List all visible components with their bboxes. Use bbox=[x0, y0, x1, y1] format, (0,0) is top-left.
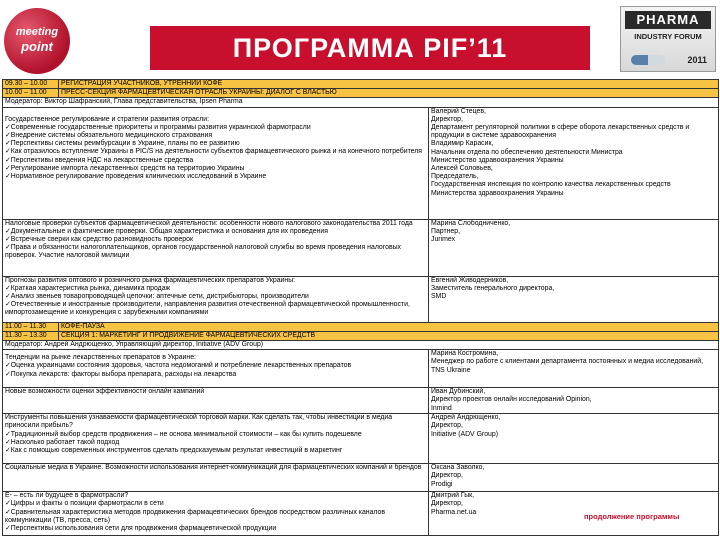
table-row bbox=[3, 89, 719, 98]
speaker-line: Министерство здравоохранения Украины bbox=[431, 156, 564, 164]
speaker-line: Алексей Соловьев, bbox=[431, 165, 493, 173]
topic-line: Налоговые проверки субъектов фармацевтической деятельности: особенности нового налогового законодательства 2011 года bbox=[5, 219, 413, 227]
topic-line: ✓Нормативное регулирование проведения клинических исследований в Украине bbox=[5, 173, 267, 181]
header bbox=[0, 0, 720, 80]
topic-line: ✓Сравнительная характеристика методов продвижения фармацевтических брендов посредством различных каналов коммуникации (ТВ, пресса, сеть) bbox=[5, 508, 385, 524]
topic-cell bbox=[3, 414, 429, 464]
table-row bbox=[3, 414, 719, 464]
meeting-point-logo bbox=[4, 8, 70, 74]
speaker-line: Марина Слободниченко, bbox=[431, 219, 511, 227]
topic-line: ✓Краткая характеристика рынка, динамика продаж bbox=[5, 284, 171, 292]
table-row bbox=[3, 341, 719, 350]
topic-cell bbox=[3, 464, 429, 492]
speaker-cell bbox=[429, 464, 719, 492]
topic-line: Инструменты повышения узнаваемости фармацевтической торговой марки. Как сделать так, чтобы инвестиции в медиа приносили прибыль? bbox=[5, 414, 393, 430]
table-row bbox=[3, 322, 719, 331]
table-row bbox=[3, 276, 719, 322]
speaker-line: Prodigi bbox=[431, 480, 453, 488]
pharma-logo-word: PHARMA bbox=[625, 11, 711, 29]
topic-line: ✓Перспективы введения НДС на лекарственные средства bbox=[5, 156, 194, 164]
speaker-line: Иван Дубинский, bbox=[431, 388, 486, 396]
pill-icon bbox=[631, 55, 665, 65]
speaker-line: Начальник отдела по обеспечению деятельности Министра bbox=[431, 148, 623, 156]
time-cell: 09.30 – 10.00 bbox=[3, 80, 59, 89]
speaker-line: SMD bbox=[431, 293, 447, 301]
topic-line: Прогнозы развития оптового и розничного рынка фармацевтических препаратов Украины: bbox=[5, 276, 296, 284]
speaker-line: Директор, bbox=[431, 472, 463, 480]
speaker-line: Директор, bbox=[431, 422, 463, 430]
pharma-industry-forum-logo bbox=[620, 6, 716, 72]
speaker-line: Директор, bbox=[431, 500, 463, 508]
time-cell: 11.00 – 11.30 bbox=[3, 322, 59, 331]
topic-cell bbox=[3, 107, 429, 219]
speaker-line: Директор, bbox=[431, 115, 463, 123]
table-row bbox=[3, 464, 719, 492]
topic-cell bbox=[3, 492, 429, 536]
time-cell: 11.30 – 13.30 bbox=[3, 331, 59, 340]
topic-cell bbox=[3, 350, 429, 388]
topic-line: ✓Встречные сверки как средство разновидность проверок bbox=[5, 236, 193, 244]
pharma-logo-year: 2011 bbox=[687, 55, 707, 65]
topic-cell bbox=[3, 276, 429, 322]
topic-line: Государственное регулирование и стратегии развития отрасли: bbox=[5, 115, 210, 123]
time-cell: 10.00 – 11.00 bbox=[3, 89, 59, 98]
topic-line: E- – есть ли будущее в фармотрасли? bbox=[5, 492, 129, 500]
continue-program-link[interactable]: продолжение программы bbox=[584, 512, 680, 521]
logo-line-2: point bbox=[21, 39, 53, 54]
table-row bbox=[3, 388, 719, 414]
table-row bbox=[3, 98, 719, 107]
program-table bbox=[2, 79, 719, 536]
session-title: СЕКЦИЯ 1: МАРКЕТИНГ И ПРОДВИЖЕНИЕ ФАРМАЦЕВТИЧЕСКИХ СРЕДСТВ bbox=[59, 331, 719, 340]
topic-line: ✓Оценка украинцами состояния здоровья, частота недомоганий и потребление лекарственных препаратов bbox=[5, 362, 352, 370]
topic-line: ✓Как отразилось вступление Украины в PIC/S на деятельности субъектов фармацевтического рынка и на конечного потребителя bbox=[5, 148, 423, 156]
topic-line: ✓Документальные и фактические проверки. Общая характеристика и основания для их проведения bbox=[5, 227, 328, 235]
table-row bbox=[3, 107, 719, 219]
speaker-line: Pharma.net.ua bbox=[431, 508, 477, 516]
speaker-line: Initiative (ADV Group) bbox=[431, 430, 499, 438]
topic-line: ✓Перспективы использования сети для продвижения фармацевтической продукции bbox=[5, 525, 277, 533]
speaker-line: Марина Костромина, bbox=[431, 350, 499, 358]
topic-line: ✓Насколько работает такой подход bbox=[5, 438, 120, 446]
topic-line: ✓Права и обязанности налогоплательщиков, органов государственной налоговой службы во время проведения налоговых проверок. Участие налоговой милиции bbox=[5, 244, 401, 260]
speaker-cell bbox=[429, 276, 719, 322]
topic-line: ✓Покупка лекарств: факторы выбора препарата, расходы на лекарства bbox=[5, 370, 237, 378]
session-title: РЕГИСТРАЦИЯ УЧАСТНИКОВ, УТРЕННИЙ КОФЕ bbox=[59, 80, 719, 89]
speaker-line: Jurimex bbox=[431, 236, 456, 244]
speaker-line: Евгений Живодерников, bbox=[431, 276, 509, 284]
speaker-line: Менеджер по работе с клиентами департамента постоянных и медиа исследований, bbox=[431, 358, 704, 366]
table-row bbox=[3, 331, 719, 340]
speaker-line: Inmind bbox=[431, 404, 452, 412]
topic-line: ✓Современные государственные приоритеты и программы развития украинской фармотрасли bbox=[5, 123, 311, 131]
page-title: ПРОГРАММА PIF’11 bbox=[150, 26, 590, 70]
logo-line-1: meeting bbox=[15, 26, 59, 38]
speaker-cell bbox=[429, 350, 719, 388]
topic-line: ✓Традиционный выбор средств продвижения – не основа минимальной стоимости – как бы купить подешевле bbox=[5, 430, 362, 438]
topic-line: ✓Перспективы системы реимбурсации в Украине, планы по ее развитию bbox=[5, 140, 240, 148]
session-title: КОФЕ-ПАУЗА bbox=[59, 322, 719, 331]
topic-line: ✓Цифры и факты о позиции фармотрасли в сети bbox=[5, 500, 164, 508]
speaker-line: Оксана Заволко, bbox=[431, 464, 485, 472]
speaker-line: Валерий Стецев, bbox=[431, 107, 486, 115]
topic-line: ✓Отечественные и иностранные производители, направления развития отечественной фармацевтической промышленности, импортозамещение и конкуренция с зарубежными компаниями bbox=[5, 301, 410, 317]
speaker-line: Председатель, bbox=[431, 173, 479, 181]
speaker-line: Департамент регуляторной политики в сфере оборота лекарственных средств и продукции в системе здравоохранения bbox=[431, 124, 690, 140]
topic-cell bbox=[3, 388, 429, 414]
speaker-line: TNS Ukraine bbox=[431, 366, 471, 374]
speaker-line: Заместитель генерального директора, bbox=[431, 284, 555, 292]
speaker-cell bbox=[429, 388, 719, 414]
moderator-cell: Модератор: Виктор Шафранский, Глава представительства, Ipsen Pharma bbox=[3, 98, 719, 107]
pharma-logo-subtitle: INDUSTRY FORUM bbox=[634, 32, 702, 41]
table-row bbox=[3, 80, 719, 89]
speaker-line: Дмитрий Гык, bbox=[431, 492, 475, 500]
topic-line: ✓Как с помощью современных инструментов сделать предсказуемым результат инвестиций в маркетинг bbox=[5, 447, 343, 455]
speaker-line: Партнер, bbox=[431, 227, 461, 235]
table-row bbox=[3, 219, 719, 276]
speaker-line: Директор проектов онлайн исследований Opinion, bbox=[431, 396, 592, 404]
speaker-cell bbox=[429, 107, 719, 219]
topic-line: ✓Анализ звеньев товаропроводящей цепочки: аптечные сети, дистрибьюторы, производители bbox=[5, 293, 309, 301]
topic-line: ✓Регулирование импорта лекарственных средств на территорию Украины bbox=[5, 164, 245, 172]
topic-line: Тенденции на рынке лекарственных препаратов в Украине: bbox=[5, 354, 196, 362]
speaker-line: Государственная инспекция по контролю качества лекарственных средств Министерства здравоохранения Украины bbox=[431, 181, 671, 197]
speaker-cell bbox=[429, 219, 719, 276]
speaker-cell bbox=[429, 414, 719, 464]
topic-cell bbox=[3, 219, 429, 276]
speaker-line: Андрей Андрющенко, bbox=[431, 414, 501, 422]
topic-line: Социальные медиа в Украине. Возможности использования интернет-коммуникаций для фармацевтических компаний и брендов bbox=[5, 464, 422, 472]
speaker-line: Владимир Карасик, bbox=[431, 140, 494, 148]
topic-line: Новые возможности оценки эффективности онлайн кампаний bbox=[5, 388, 205, 396]
moderator-cell: Модератор: Андрей Андрющенко, Управляющий директор, Initiative (ADV Group) bbox=[3, 341, 719, 350]
topic-line: ✓Внедрение системы обязательного медицинского страхования bbox=[5, 132, 213, 140]
table-row bbox=[3, 350, 719, 388]
session-title: ПРЕСС-СЕКЦИЯ ФАРМАЦЕВТИЧЕСКАЯ ОТРАСЛЬ УКРАИНЫ: ДИАЛОГ С ВЛАСТЬЮ bbox=[59, 89, 719, 98]
